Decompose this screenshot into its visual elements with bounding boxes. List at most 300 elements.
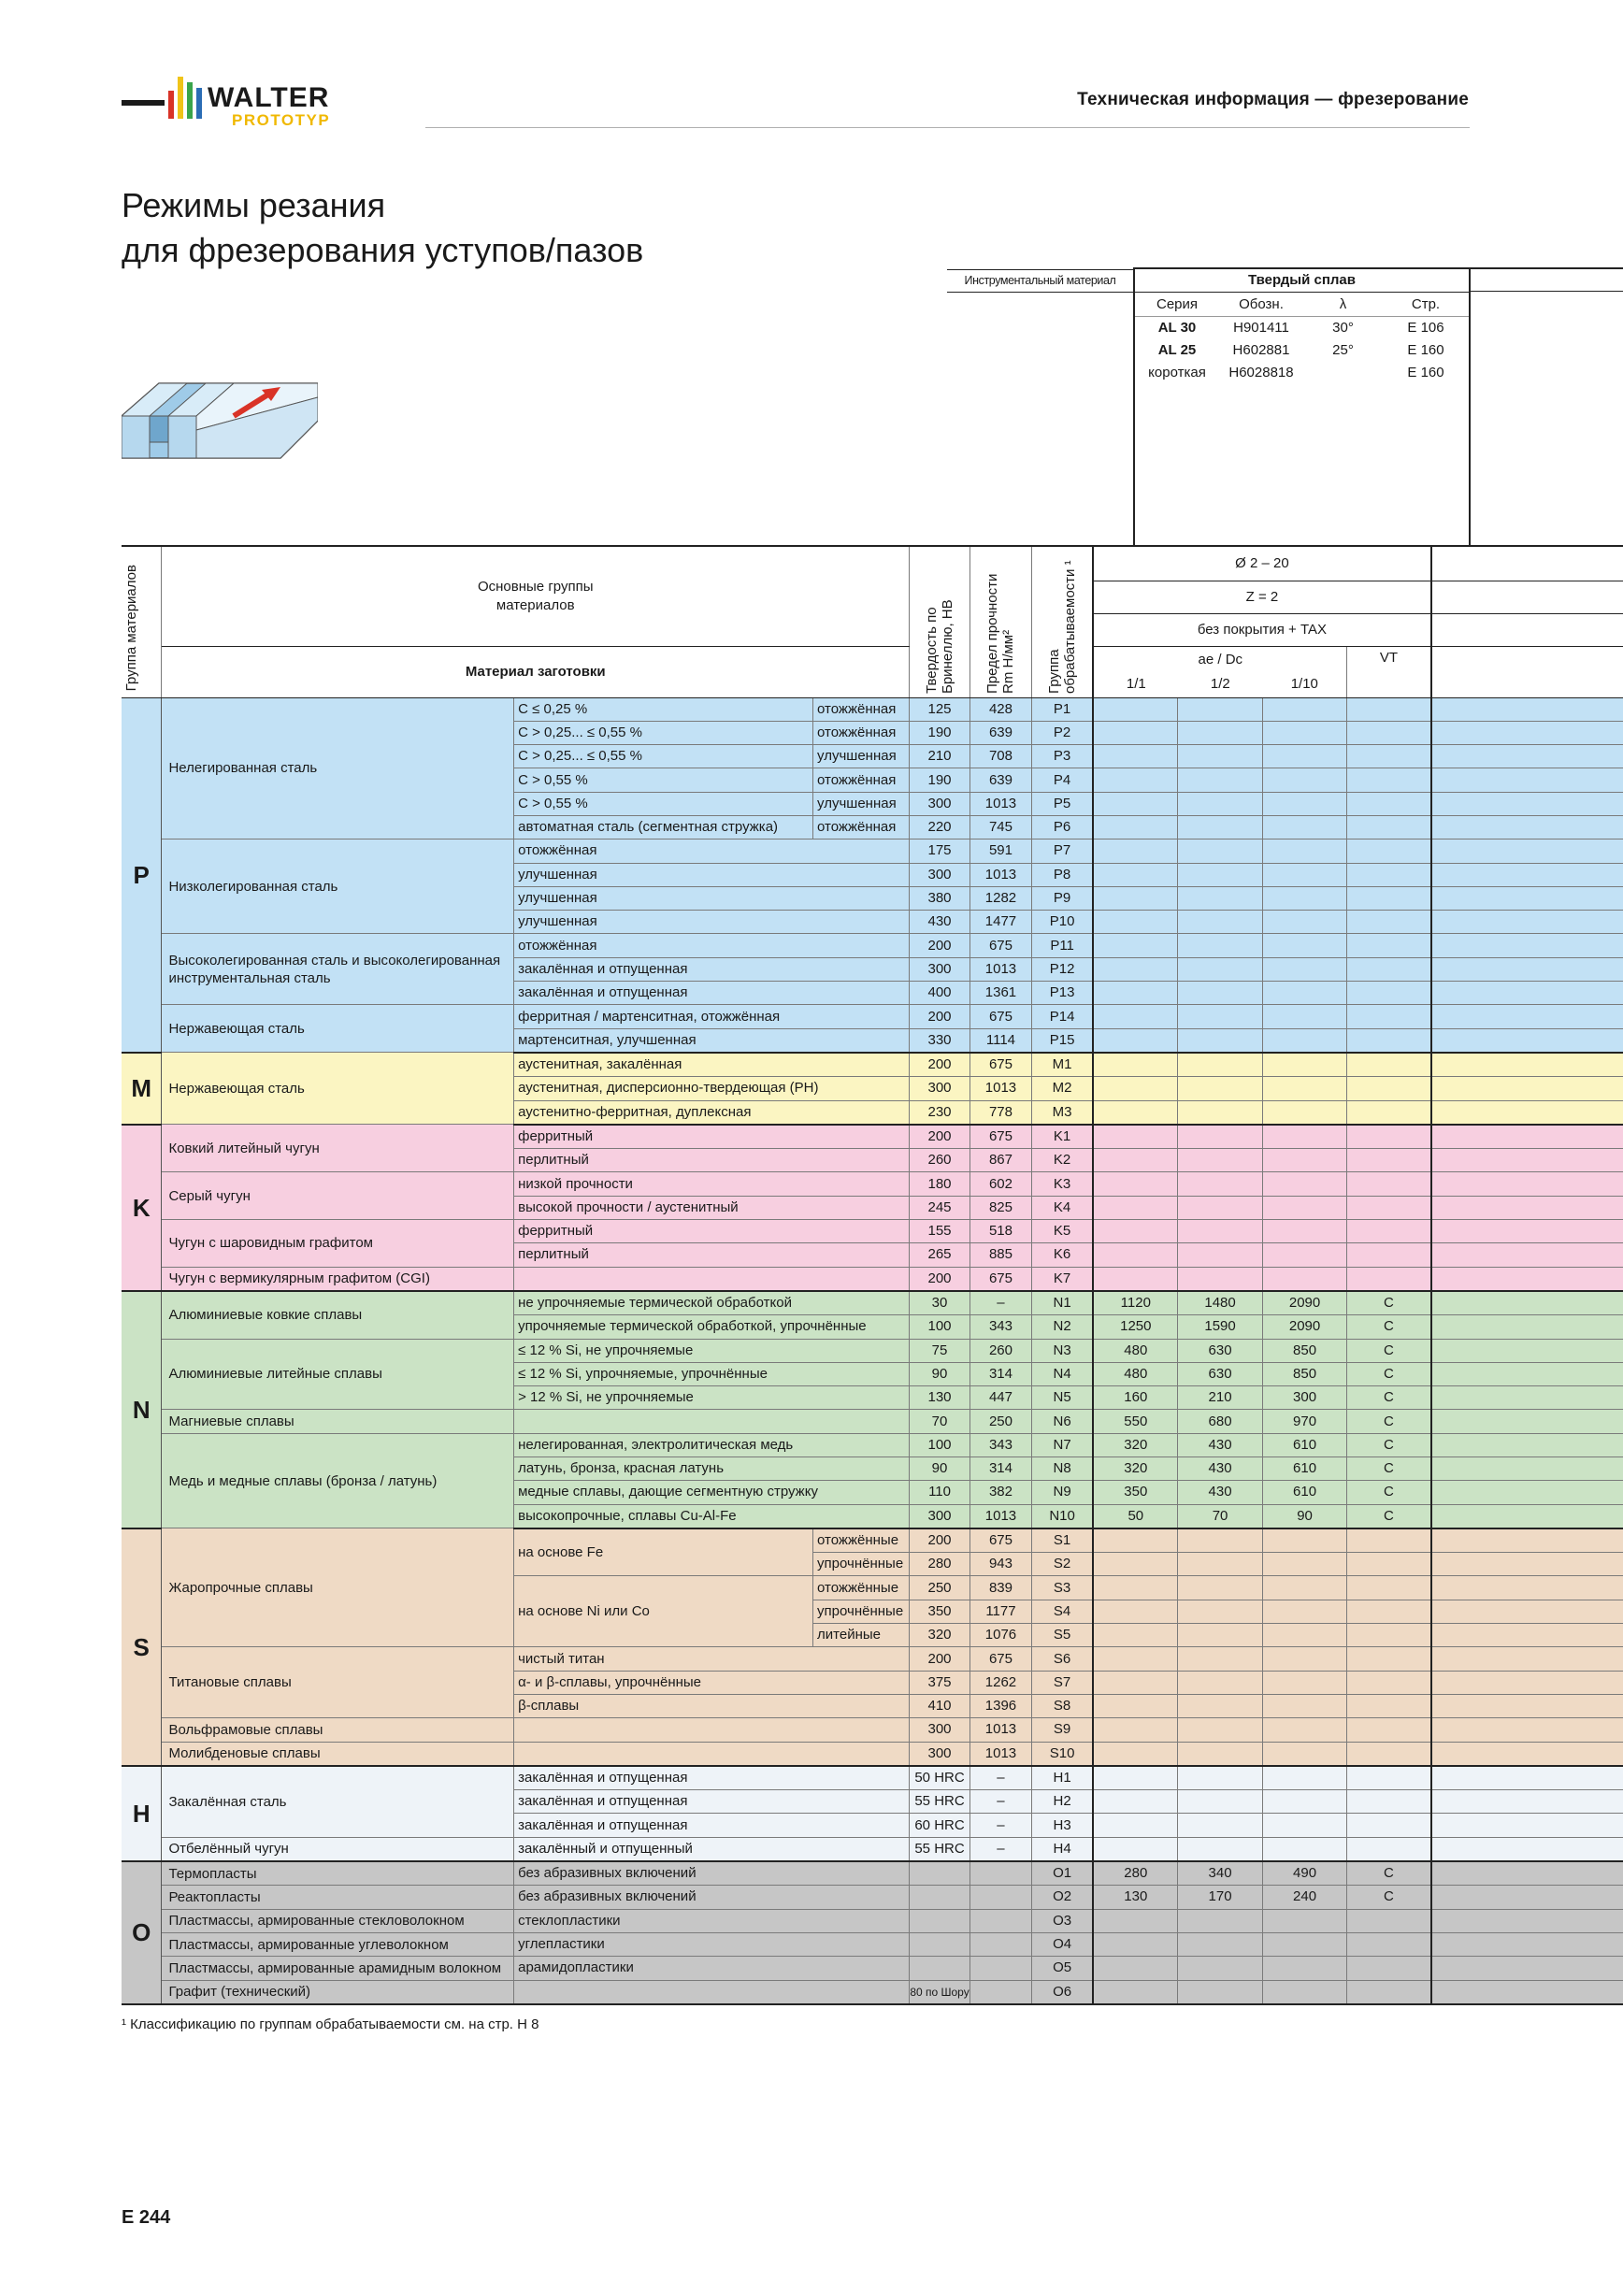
hardness-value: 55 HRC [910,1837,970,1861]
machinability-code: O1 [1031,1861,1093,1886]
strength-value: 675 [970,1005,1032,1028]
cutting-speed-value [1262,1576,1347,1600]
blank-cell [1431,1766,1623,1790]
blank-cell [1431,1362,1623,1385]
table-row [122,1125,1623,1149]
blank-cell [1431,768,1623,792]
cutting-speed-value [1093,1624,1178,1647]
cutting-speed-value [1093,1125,1178,1149]
table-row [122,1647,1623,1671]
hardness-value: 80 по Шору [910,1980,970,2004]
page-title: Режимы резания для фрезерования уступов/пазов [122,186,644,269]
hardness-value: 280 [910,1553,970,1576]
machinability-code: N4 [1031,1362,1093,1385]
tool-series: AL 30 [1157,320,1197,336]
vt-value [1347,697,1431,721]
blank-cell [1431,957,1623,981]
cutting-speed-value: 850 [1262,1339,1347,1362]
table-row [122,1837,1623,1861]
strength-value [970,1932,1032,1956]
cutting-speed-value [1262,1053,1347,1077]
strength-value: 250 [970,1410,1032,1433]
cutting-speed-value [1093,745,1178,768]
strength-value: 1361 [970,982,1032,1005]
cutting-speed-value: 430 [1178,1433,1263,1457]
workpiece-material: улучшенная [514,911,910,934]
cutting-speed-value [1262,934,1347,957]
strength-value [970,1886,1032,1909]
cutting-speed-value [1178,745,1263,768]
workpiece-material: аустенитная, закалённая [514,1053,910,1077]
workpiece-material: медные сплавы, дающие сегментную стружку [514,1481,910,1504]
workpiece-material: на основе Ni или Co [514,1576,813,1647]
machinability-header [1031,546,1093,697]
strength-value: 1013 [970,792,1032,815]
hardness-value: 30 [910,1291,970,1315]
workpiece-material: ≤ 12 % Si, упрочняемые, упрочнённые [514,1362,910,1385]
machinability-code: K1 [1031,1125,1093,1149]
blank-cell [1431,982,1623,1005]
tool-code: H901411 [1233,320,1289,336]
hardness-value: 190 [910,721,970,744]
vt-value [1347,1005,1431,1028]
strength-value: 943 [970,1553,1032,1576]
blank-cell [1431,1528,1623,1553]
table-row [122,1932,1623,1956]
cutting-speed-value: 480 [1093,1339,1178,1362]
vt-value [1347,768,1431,792]
cutting-speed-value [1178,1957,1263,1980]
cutting-speed-value [1262,1647,1347,1671]
material-category: Нелегированная сталь [162,697,514,839]
cutting-speed-value: 2090 [1262,1291,1347,1315]
vt-value: C [1347,1504,1431,1528]
hardness-value: 90 [910,1457,970,1481]
workpiece-material [514,1267,910,1291]
machinability-code: N7 [1031,1433,1093,1457]
cutting-speed-value [1093,1600,1178,1623]
cutting-speed-value [1093,1790,1178,1814]
cutting-speed-value: 320 [1093,1457,1178,1481]
cutting-speed-value [1093,886,1178,910]
vt-value [1347,1980,1431,2004]
vt-value [1347,1553,1431,1576]
blank-header [1431,613,1623,646]
material-category: Пластмассы, армированные арамидным волокном [162,1957,514,1980]
material-group-letter: P [122,697,162,1053]
vt-value: C [1347,1886,1431,1909]
cutting-speed-value: 1480 [1178,1291,1263,1315]
cutting-speed-value [1178,1077,1263,1100]
cutting-speed-value [1262,1980,1347,2004]
workpiece-material: высокой прочности / аустенитный [514,1196,910,1219]
hardness-header-label: Твердость по Бринеллю, HB [924,598,956,694]
machinability-code: P7 [1031,839,1093,863]
blank-cell [1431,1790,1623,1814]
table-row [122,1909,1623,1932]
blank-cell [1431,863,1623,886]
cutting-speed-value [1093,1671,1178,1694]
cutting-speed-value [1262,1837,1347,1861]
workpiece-material: > 12 % Si, не упрочняемые [514,1386,910,1410]
cutting-speed-value: 480 [1093,1362,1178,1385]
workpiece-material: арамидопластики [514,1957,910,1980]
machinability-code: P4 [1031,768,1093,792]
vt-value [1347,863,1431,886]
table-row [122,1267,1623,1291]
material-category: Закалённая сталь [162,1766,514,1837]
vt-value: C [1347,1481,1431,1504]
machinability-code: M3 [1031,1100,1093,1125]
hardness-value: 300 [910,792,970,815]
vt-value: C [1347,1433,1431,1457]
divider [1469,267,1623,269]
hardness-value: 210 [910,745,970,768]
blank-cell [1431,1742,1623,1766]
workpiece-material: закалённая и отпущенная [514,957,910,981]
hardness-value [910,1957,970,1980]
material-category: Пластмассы, армированные стекловолокном [162,1909,514,1932]
cutting-speed-value [1178,886,1263,910]
hardness-value: 230 [910,1100,970,1125]
cutting-speed-value: 160 [1093,1386,1178,1410]
strength-value: 745 [970,815,1032,839]
workpiece-material: ≤ 12 % Si, не упрочняемые [514,1339,910,1362]
cutting-speed-value [1093,1028,1178,1053]
cutting-speed-value [1262,1671,1347,1694]
cutting-speed-value: 320 [1093,1433,1178,1457]
walter-prototyp-logo [122,58,402,133]
vt-value [1347,1528,1431,1553]
hardness-value: 400 [910,982,970,1005]
cutting-speed-value: 300 [1262,1386,1347,1410]
hardness-value: 265 [910,1243,970,1267]
cutting-speed-value [1178,1125,1263,1149]
machinability-code: S5 [1031,1624,1093,1647]
vt-value: C [1347,1861,1431,1886]
strength-value: 343 [970,1433,1032,1457]
workpiece-material: закалённая и отпущенная [514,1814,910,1837]
cutting-speed-value [1093,1149,1178,1172]
cutting-speed-value [1178,911,1263,934]
vt-value [1347,1243,1431,1267]
blank-cell [1431,1410,1623,1433]
cutting-speed-value [1262,1528,1347,1553]
vt-value [1347,1028,1431,1053]
workpiece-header: Материал заготовки [162,646,910,697]
footnote: ¹ Классификацию по группам обрабатываемости см. на стр. H 8 [122,2016,539,2032]
cutting-speed-value [1262,1028,1347,1053]
strength-value: 1396 [970,1694,1032,1717]
vt-value [1347,1790,1431,1814]
cutting-speed-value: 240 [1262,1886,1347,1909]
workpiece-material: закалённая и отпущенная [514,1766,910,1790]
cutting-speed-value: 350 [1093,1481,1178,1504]
workpiece-material: углепластики [514,1932,910,1956]
machinability-code: K6 [1031,1243,1093,1267]
vt-value: C [1347,1315,1431,1339]
cutting-speed-value [1093,1553,1178,1576]
strength-value: 708 [970,745,1032,768]
blank-cell [1431,745,1623,768]
workpiece-material: улучшенная [514,863,910,886]
ae-dc-label: ae / Dc [1198,651,1243,667]
strength-value [970,1909,1032,1932]
machinability-code: P14 [1031,1005,1093,1028]
blank-cell [1431,1553,1623,1576]
strength-value: 602 [970,1172,1032,1196]
vt-value [1347,815,1431,839]
workpiece-material: мартенситная, улучшенная [514,1028,910,1053]
blank-cell [1431,1861,1623,1886]
workpiece-material: C > 0,25... ≤ 0,55 % [514,745,813,768]
strength-value: 447 [970,1386,1032,1410]
table-row [122,1053,1623,1077]
cutting-speed-value: 340 [1178,1861,1263,1886]
cutting-speed-value [1178,1149,1263,1172]
cutting-speed-value [1093,721,1178,744]
material-condition: отожжённая [813,697,910,721]
machinability-code: S9 [1031,1718,1093,1742]
cutting-speed-value [1262,1220,1347,1243]
hardness-value: 90 [910,1362,970,1385]
tool-row [1135,339,1469,362]
vt-value [1347,1909,1431,1932]
table-row [122,1528,1623,1553]
cutting-speed-value [1262,1718,1347,1742]
tool-info-box [1133,267,1471,547]
hardness-value: 200 [910,1053,970,1077]
machinability-code: N10 [1031,1504,1093,1528]
vt-value [1347,1718,1431,1742]
cutting-speed-value [1178,934,1263,957]
hardness-value: 70 [910,1410,970,1433]
blank-cell [1431,1028,1623,1053]
machinability-code: O2 [1031,1886,1093,1909]
cutting-speed-value [1262,1172,1347,1196]
table-row [122,1005,1623,1028]
cutting-speed-value: 430 [1178,1481,1263,1504]
machinability-code: S7 [1031,1671,1093,1694]
hardness-value: 350 [910,1600,970,1623]
cutting-speed-value [1178,1790,1263,1814]
workpiece-material: ферритная / мартенситная, отожжённая [514,1005,910,1028]
cutting-speed-value: 850 [1262,1362,1347,1385]
tool-series: AL 25 [1157,342,1197,358]
blank-cell [1431,839,1623,863]
material-condition: упрочнённые [813,1600,910,1623]
material-group-letter: O [122,1861,162,2004]
cutting-speed-value [1262,792,1347,815]
cutting-speed-value: 50 [1093,1504,1178,1528]
blank-cell [1431,1504,1623,1528]
workpiece-material: нелегированная, электролитическая медь [514,1433,910,1457]
blank-cell [1431,886,1623,910]
cutting-speed-value [1093,863,1178,886]
hardness-value: 55 HRC [910,1790,970,1814]
machinability-code: N1 [1031,1291,1093,1315]
cutting-speed-value [1178,1837,1263,1861]
cutting-speed-value [1178,697,1263,721]
cutting-speed-value [1262,697,1347,721]
blank-cell [1431,815,1623,839]
table-row [122,697,1623,721]
machinability-code: O5 [1031,1957,1093,1980]
cutting-speed-value [1262,1957,1347,1980]
material-condition: отожжённая [813,721,910,744]
machinability-code: P9 [1031,886,1093,910]
workpiece-material: закалённая и отпущенная [514,982,910,1005]
blank-cell [1431,1837,1623,1861]
blank-cell [1431,1053,1623,1077]
vt-value [1347,745,1431,768]
vt-value [1347,1694,1431,1717]
hardness-header [910,546,970,697]
table-row [122,1742,1623,1766]
slot-milling-icon [122,379,318,467]
vt-value [1347,1957,1431,1980]
hardness-value: 220 [910,815,970,839]
strength-value: 675 [970,934,1032,957]
cutting-speed-value [1093,1980,1178,2004]
workpiece-material: α- и β-сплавы, упрочнённые [514,1671,910,1694]
material-group-letter: K [122,1125,162,1291]
material-category: Титановые сплавы [162,1647,514,1718]
main-groups-header: Основные группы материалов [162,546,910,646]
vt-value: C [1347,1339,1431,1362]
cutting-speed-value [1178,1766,1263,1790]
material-condition: литейные [813,1624,910,1647]
blank-cell [1431,1909,1623,1932]
material-category: Серый чугун [162,1172,514,1220]
material-category: Магниевые сплавы [162,1410,514,1433]
workpiece-material: закалённый и отпущенный [514,1837,910,1861]
strength-value: 1013 [970,1504,1032,1528]
blank-cell [1431,721,1623,744]
blank-cell [1431,1886,1623,1909]
material-category: Алюминиевые ковкие сплавы [162,1291,514,1339]
strength-value: 1282 [970,886,1032,910]
table-row [122,1980,1623,2004]
table-row [122,839,1623,863]
hardness-value: 320 [910,1624,970,1647]
cutting-speed-value [1262,1553,1347,1576]
cutting-speed-value [1093,1647,1178,1671]
vt-value [1347,911,1431,934]
tool-row [1135,317,1469,339]
blank-header [1431,581,1623,613]
cutting-speed-value: 280 [1093,1861,1178,1886]
material-condition: отожжённая [813,815,910,839]
cutting-speed-value [1262,863,1347,886]
workpiece-material: не упрочняемые термической обработкой [514,1291,910,1315]
cutting-speed-value [1262,768,1347,792]
table-row [122,1886,1623,1909]
workpiece-material: высокопрочные, сплавы Cu-Al-Fe [514,1504,910,1528]
cutting-speed-value [1262,957,1347,981]
cutting-speed-value [1178,1005,1263,1028]
strength-value: – [970,1766,1032,1790]
divider [1469,291,1623,292]
cutting-speed-value [1093,1814,1178,1837]
vt-value [1347,1172,1431,1196]
machinability-header-label: Группа обрабатываемости ¹ [1046,559,1079,694]
cutting-speed-value [1093,1196,1178,1219]
strength-value: – [970,1837,1032,1861]
blank-cell [1431,1196,1623,1219]
cutting-speed-value [1178,1624,1263,1647]
hardness-value: 110 [910,1481,970,1504]
workpiece-material: чистый титан [514,1647,910,1671]
workpiece-material: перлитный [514,1243,910,1267]
material-group-letter: S [122,1528,162,1766]
cutting-speed-value [1178,957,1263,981]
machinability-code: N2 [1031,1315,1093,1339]
blank-cell [1431,1100,1623,1125]
material-category: Жаропрочные сплавы [162,1528,514,1647]
machinability-code: O3 [1031,1909,1093,1932]
cutting-speed-value: 90 [1262,1504,1347,1528]
hardness-value: 200 [910,1267,970,1291]
cutting-speed-value [1093,1053,1178,1077]
ratio-row [1094,672,1346,696]
machinability-code: S6 [1031,1647,1093,1671]
cutting-speed-value [1093,934,1178,957]
material-category: Высоколегированная сталь и высоколегированная инструментальная сталь [162,934,514,1005]
workpiece-material: автоматная сталь (сегментная стружка) [514,815,813,839]
workpiece-material: отожжённая [514,839,910,863]
coating-header: без покрытия + TAX [1093,613,1430,646]
cutting-speed-value [1262,1814,1347,1837]
tool-code: H6028818 [1228,365,1294,380]
blank-cell [1431,1671,1623,1694]
vt-value [1347,1766,1431,1790]
strength-value: 1076 [970,1624,1032,1647]
hardness-value: 130 [910,1386,970,1410]
blank-cell [1431,1386,1623,1410]
strength-value: 867 [970,1149,1032,1172]
workpiece-material [514,1742,910,1766]
section-title: Техническая информация — фрезерование [1077,90,1469,109]
strength-value: 639 [970,721,1032,744]
blank-cell [1431,1267,1623,1291]
strength-value: 1177 [970,1600,1032,1623]
cutting-speed-value [1178,768,1263,792]
blank-header [1431,646,1623,697]
cutting-speed-value [1262,1243,1347,1267]
cutting-speed-value [1178,1028,1263,1053]
blank-cell [1431,1932,1623,1956]
strength-value: 1114 [970,1028,1032,1053]
cutting-speed-value [1262,1267,1347,1291]
hardness-value: 300 [910,1077,970,1100]
material-condition: улучшенная [813,745,910,768]
cutting-speed-value [1262,1694,1347,1717]
machinability-code: N3 [1031,1339,1093,1362]
cutting-speed-value [1093,1837,1178,1861]
workpiece-material: отожжённая [514,934,910,957]
workpiece-material: перлитный [514,1149,910,1172]
blank-cell [1431,911,1623,934]
strength-value: 1013 [970,863,1032,886]
hardness-value: 75 [910,1339,970,1362]
material-group-label: Группа материалов [123,565,139,692]
table-row [122,1291,1623,1315]
hardness-value [910,1932,970,1956]
cutting-speed-value: 430 [1178,1457,1263,1481]
material-category: Чугун с шаровидным графитом [162,1220,514,1268]
machinability-code: O4 [1031,1932,1093,1956]
